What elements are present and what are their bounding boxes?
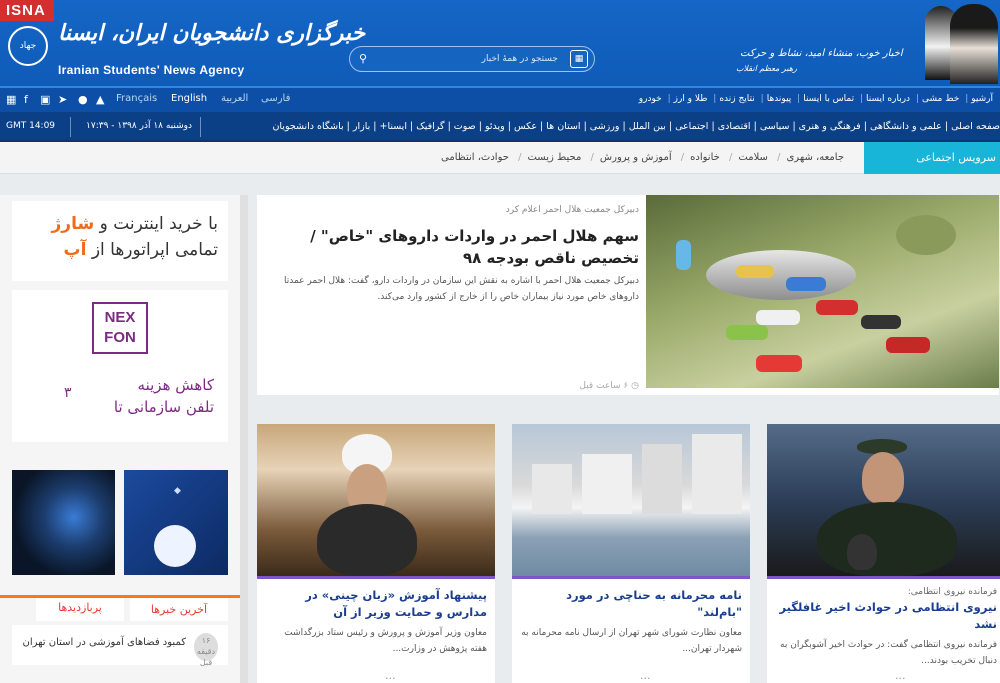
top-link-links[interactable]: پیوندها bbox=[766, 94, 792, 104]
more-dots[interactable]: ... bbox=[895, 669, 906, 682]
featured-summary: دبیرکل جمعیت هلال احمر با اشاره به نقش این سازمان در واردات دارو، گفت: هلال احمر عمدتا داروهای خاص مورد نیاز بیماران خاص را از خارج از کشور وارد می‌کند. bbox=[283, 276, 639, 302]
card-accent bbox=[767, 576, 1000, 579]
clock-icon: ◷ bbox=[631, 381, 639, 391]
facebook-icon[interactable]: f bbox=[24, 93, 28, 106]
subnav-education[interactable]: آموزش و پرورش bbox=[599, 152, 672, 163]
ad2-line: کاهش هزینه bbox=[137, 376, 214, 394]
lang-arabic[interactable]: العربیة bbox=[221, 93, 249, 104]
cat-video[interactable]: ویدئو bbox=[484, 121, 505, 132]
time-unit: دقیقه قبل bbox=[196, 647, 216, 667]
news-card-image[interactable] bbox=[257, 424, 495, 576]
pill bbox=[886, 337, 930, 353]
subnav-society[interactable]: جامعه، شهری bbox=[786, 152, 844, 163]
ad-banner-earth[interactable] bbox=[12, 470, 115, 575]
card-title[interactable]: نامه محرمانه به حناچی در مورد "بام‌لند" bbox=[566, 588, 742, 619]
card-caption bbox=[520, 587, 742, 657]
featured-story[interactable] bbox=[257, 195, 999, 395]
isna-tag[interactable]: ISNA bbox=[0, 0, 54, 21]
cat-isna-plus[interactable]: ایسنا+ bbox=[379, 121, 407, 132]
pill bbox=[756, 310, 800, 325]
ad2-text bbox=[114, 374, 214, 418]
top-link-cars[interactable]: خودرو bbox=[638, 94, 662, 104]
cat-home[interactable]: صفحه اصلی bbox=[951, 121, 1000, 132]
tab-social-service[interactable]: سرویس اجتماعی bbox=[864, 142, 1000, 174]
pill bbox=[756, 355, 802, 372]
tab-latest-news[interactable]: آخرین خبرها bbox=[130, 595, 228, 621]
card-accent bbox=[512, 576, 750, 579]
card-kicker: فرمانده نیروی انتظامی: bbox=[907, 587, 997, 597]
search-input[interactable] bbox=[378, 50, 558, 68]
android-icon[interactable]: ▲ bbox=[96, 93, 105, 106]
pill bbox=[786, 277, 826, 291]
pill bbox=[726, 325, 768, 340]
uniform-shape bbox=[817, 502, 957, 576]
subnav-environment[interactable]: محیط زیست bbox=[527, 152, 582, 163]
tech-circle bbox=[154, 525, 196, 567]
search-box bbox=[349, 46, 595, 72]
cat-politics[interactable]: سیاسی bbox=[759, 121, 790, 132]
cat-economy[interactable]: اقتصادی bbox=[717, 121, 751, 132]
tech-decoration: ◆ bbox=[174, 486, 181, 496]
ad2-number: ۳ bbox=[64, 385, 72, 401]
divider bbox=[200, 117, 201, 137]
cat-provinces[interactable]: استان ها bbox=[546, 121, 581, 132]
category-list: صفحه اصلی | علمی و دانشگاهی | فرهنگی و هنری | سیاسی | اقتصادی | اجتماعی | بین الملل | ورزشی | استان ها | عکس | ویدئو | صوت | گرافیک | ایسنا+ | بازار | باشگاه دانشجویان bbox=[272, 121, 1000, 132]
column-divider bbox=[240, 195, 248, 683]
microphone-shape bbox=[847, 534, 877, 570]
current-date: دوشنبه ۱۸ آذر ۱۳۹۸ - ۱۷:۳۹ bbox=[86, 121, 192, 131]
card-desc: فرمانده نیروی انتظامی گفت: در حوادث اخیر آشوبگران به دنبال تخریب بودند... bbox=[780, 640, 997, 666]
twitter-icon[interactable]: ➤ bbox=[58, 93, 68, 106]
pill bbox=[816, 300, 858, 315]
left-sidebar bbox=[0, 195, 240, 683]
lang-french[interactable]: Français bbox=[116, 93, 158, 104]
tab-most-viewed[interactable]: پربازدیدها bbox=[36, 598, 124, 621]
robe-shape bbox=[317, 504, 417, 576]
brand-logo-fa[interactable]: خبرگزاری دانشجویان ایران، ایسنا bbox=[58, 20, 366, 46]
dollar-seal bbox=[896, 215, 956, 255]
language-bar bbox=[0, 86, 1000, 112]
more-dots[interactable]: ... bbox=[640, 669, 651, 682]
cat-science[interactable]: علمی و دانشگاهی bbox=[869, 121, 942, 132]
card-title[interactable]: پیشنهاد آموزش «زبان چینی» در مدارس و حمایت وزیر از آن bbox=[305, 588, 487, 619]
card-desc: معاون وزیر آموزش و پرورش و رئیس ستاد بزرگداشت هفته پژوهش در وزارت... bbox=[284, 628, 487, 654]
search-icon[interactable]: ⚲ bbox=[359, 52, 368, 65]
apple-icon[interactable]: ● bbox=[78, 93, 88, 106]
leader-quote-signature: رهبر معظم انقلاب bbox=[736, 64, 797, 73]
card-caption bbox=[265, 587, 487, 657]
top-links: آرشیو| خط مشی| درباره ایسنا| تماس با ایسنا| پیوندها| نتایج زنده| طلا و ارز| خودرو bbox=[636, 94, 996, 104]
top-link-about[interactable]: درباره ایسنا bbox=[866, 94, 911, 104]
pill bbox=[861, 315, 901, 329]
top-link-policy[interactable]: خط مشی bbox=[921, 94, 960, 104]
news-card[interactable] bbox=[257, 424, 495, 683]
featured-kicker: دبیرکل جمعیت هلال احمر اعلام کرد bbox=[505, 205, 639, 215]
cat-culture[interactable]: فرهنگی و هنری bbox=[798, 121, 861, 132]
time-num: ۱۶ bbox=[201, 636, 211, 645]
jahad-seal-icon[interactable]: جهاد bbox=[8, 26, 48, 66]
cat-sports[interactable]: ورزشی bbox=[589, 121, 620, 132]
cat-audio[interactable]: صوت bbox=[453, 121, 476, 132]
leader-portrait-2 bbox=[950, 4, 998, 84]
news-card-image[interactable] bbox=[512, 424, 750, 576]
calendar-icon[interactable]: ▦ bbox=[570, 50, 588, 68]
sub-nav bbox=[0, 142, 1000, 174]
news-tabs bbox=[0, 595, 240, 621]
top-link-contact[interactable]: تماس با ایسنا bbox=[803, 94, 855, 104]
building-shape bbox=[692, 434, 742, 514]
featured-title[interactable]: سهم هلال احمر در واردات داروهای "خاص" / تخصیص ناقص بودجه ۹۸ bbox=[310, 227, 639, 267]
grid-icon[interactable]: ▦ bbox=[6, 93, 17, 106]
building-shape bbox=[532, 464, 572, 514]
subnav-family[interactable]: خانواده bbox=[690, 152, 720, 163]
featured-time-text: ۶ ساعت قبل bbox=[579, 381, 629, 391]
ad1-highlight: آپ bbox=[63, 240, 87, 260]
ad1-text: تمامی اپراتورها از bbox=[91, 240, 218, 260]
news-card-image[interactable] bbox=[767, 424, 1000, 576]
cat-graphic[interactable]: گرافیک bbox=[416, 121, 445, 132]
card-accent bbox=[257, 576, 495, 579]
more-dots[interactable]: ... bbox=[385, 669, 396, 682]
lang-english[interactable]: English bbox=[171, 93, 208, 104]
lang-farsi[interactable]: فارسی bbox=[261, 93, 291, 104]
cat-photo[interactable]: عکس bbox=[514, 121, 538, 132]
ad1-highlight: شارژ bbox=[51, 214, 95, 234]
top-link-gold-currency[interactable]: طلا و ارز bbox=[673, 94, 708, 104]
divider bbox=[70, 117, 71, 137]
cat-student-club[interactable]: باشگاه دانشجویان bbox=[272, 121, 344, 132]
time-badge bbox=[194, 633, 218, 667]
pill bbox=[736, 265, 774, 278]
ad-banner-nexfon[interactable] bbox=[12, 290, 228, 442]
latest-news-title[interactable]: کمبود فضاهای آموزشی در استان تهران bbox=[22, 637, 186, 648]
cat-international[interactable]: بین الملل bbox=[628, 121, 666, 132]
card-caption bbox=[775, 587, 997, 669]
building-shape bbox=[642, 444, 682, 514]
latest-news-item[interactable] bbox=[12, 625, 228, 665]
top-link-live-results[interactable]: نتایج زنده bbox=[719, 94, 755, 104]
ad2-line: تلفن سازمانی تا bbox=[113, 398, 214, 416]
cat-market[interactable]: بازار bbox=[352, 121, 371, 132]
card-title[interactable]: نیروی انتظامی در حوادث اخیر غافلگیر نشد bbox=[779, 600, 997, 631]
ad1-text: با خرید اینترنت و bbox=[99, 214, 218, 234]
brand-logo-en[interactable]: Iranian Students' News Agency bbox=[58, 63, 245, 77]
category-nav bbox=[0, 112, 1000, 142]
header bbox=[0, 0, 1000, 86]
cat-social[interactable]: اجتماعی bbox=[675, 121, 709, 132]
building-shape bbox=[582, 454, 632, 514]
instagram-icon[interactable]: ▣ bbox=[40, 93, 51, 106]
pill bbox=[676, 240, 691, 270]
top-link-archive[interactable]: آرشیو bbox=[971, 94, 993, 104]
face-shape bbox=[862, 452, 904, 504]
news-card[interactable] bbox=[512, 424, 750, 683]
featured-image[interactable] bbox=[646, 195, 999, 388]
featured-time bbox=[579, 381, 639, 391]
nexfon-logo: NEX FON bbox=[92, 302, 148, 354]
leader-quote: اخبار خوب، منشاء امید، نشاط و حرکت bbox=[740, 48, 903, 59]
news-card[interactable] bbox=[767, 424, 1000, 683]
sub-nav-items: جامعه، شهری/ سلامت/ خانواده/ آموزش و پرورش/ محیط زیست/ حوادث، انتظامی bbox=[435, 152, 850, 163]
subnav-incidents[interactable]: حوادث، انتظامی bbox=[441, 152, 509, 163]
gmt-time: GMT 14:09 bbox=[6, 121, 56, 131]
card-desc: معاون نظارت شورای شهر تهران از ارسال نامه محرمانه به شهردار تهران... bbox=[521, 628, 742, 654]
subnav-health[interactable]: سلامت bbox=[738, 152, 768, 163]
ad-banner-tech[interactable] bbox=[124, 470, 228, 575]
spoon-shape bbox=[706, 250, 856, 300]
ad-banner-app[interactable] bbox=[12, 201, 228, 281]
